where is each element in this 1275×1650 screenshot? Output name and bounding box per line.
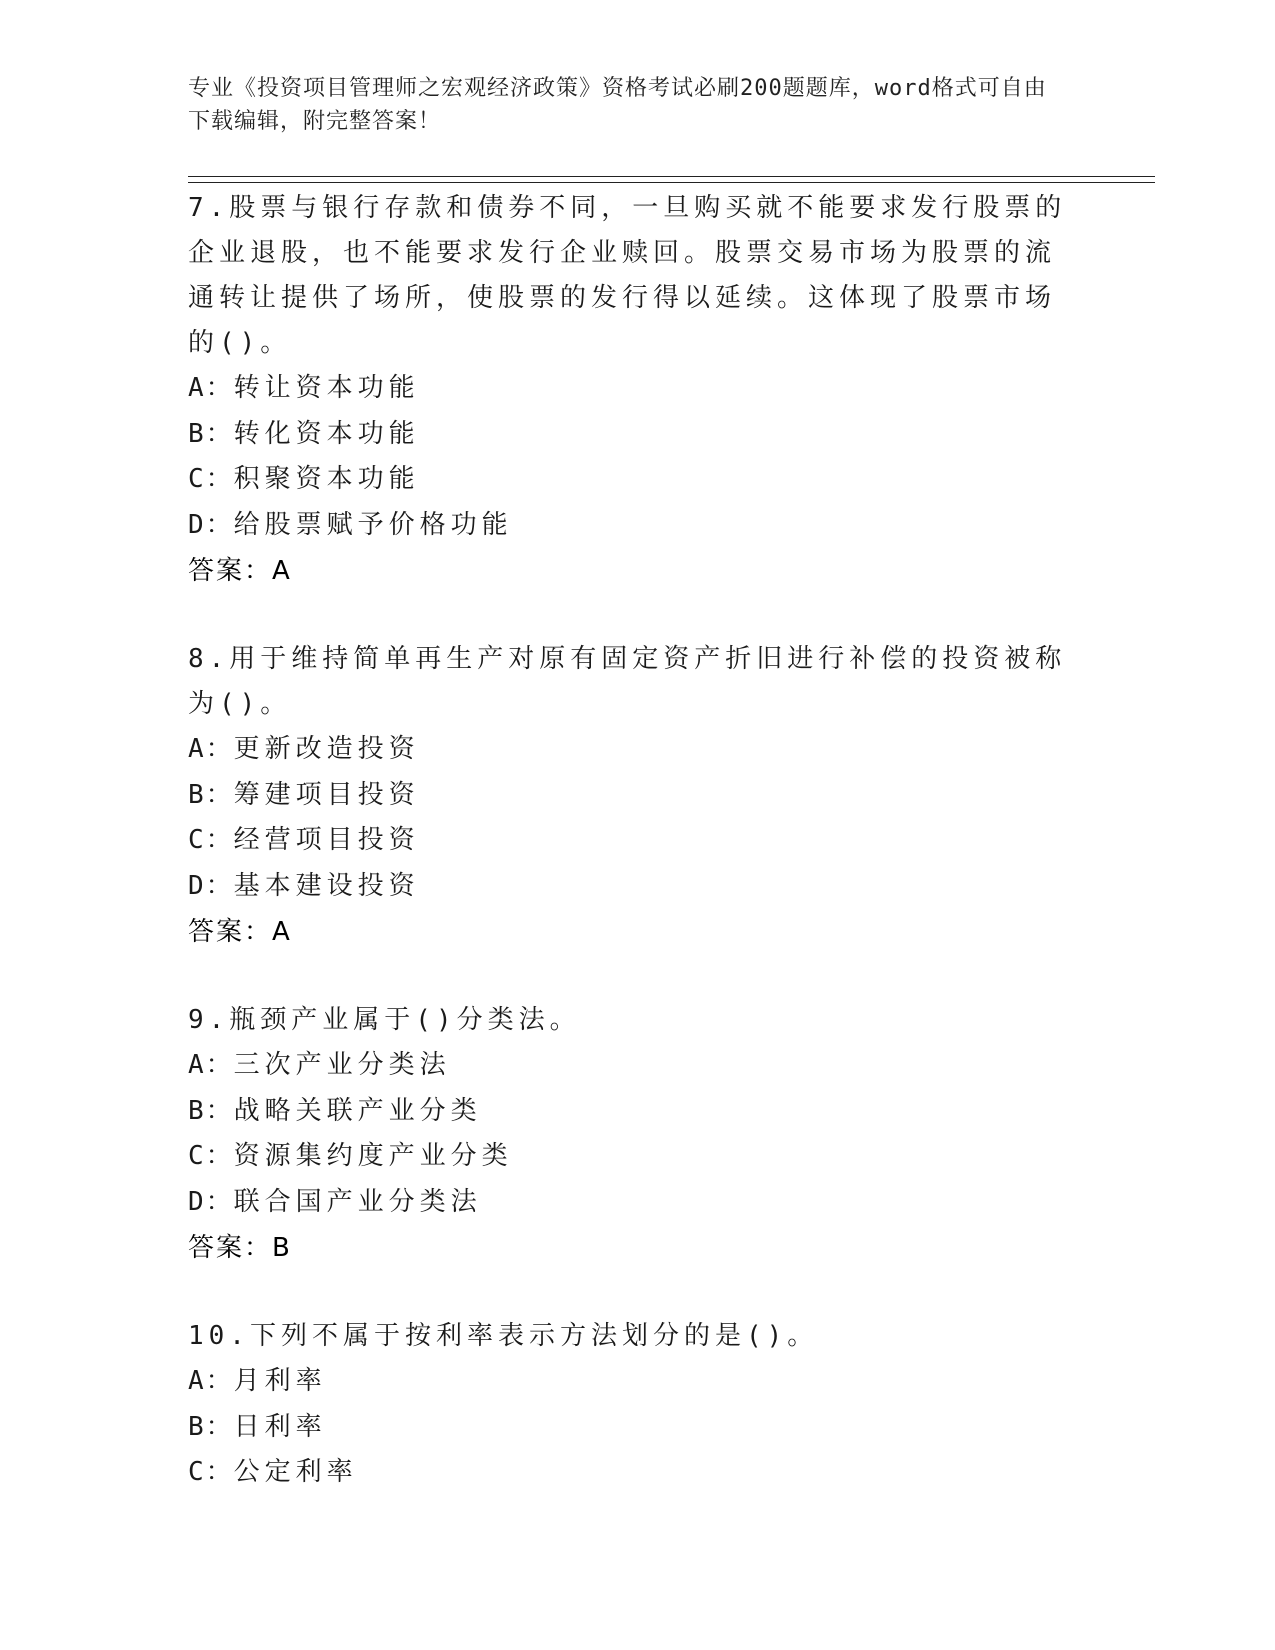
option-letter: D： [188, 1186, 234, 1217]
question-7 [188, 186, 1068, 594]
option-letter: B： [188, 779, 234, 810]
option-letter: B： [188, 1411, 234, 1442]
option-letter: B： [188, 1095, 234, 1126]
question-8 [188, 637, 1068, 955]
option-text: 联合国产业分类法 [233, 1186, 482, 1217]
question-list [188, 186, 1068, 1539]
option-letter: A： [188, 734, 234, 764]
option-letter: C： [188, 825, 234, 855]
option-letter: C： [188, 1457, 234, 1487]
option-text: 三次产业分类法 [233, 1050, 451, 1080]
document-header: 专业《投资项目管理师之宏观经济政策》资格考试必刷200题题库，word格式可自由下载编辑，附完整答案！ [188, 76, 1047, 134]
question-9 [188, 998, 1068, 1271]
option-c [188, 457, 1068, 503]
option-letter: C： [188, 1141, 234, 1171]
option-letter: C： [188, 464, 234, 494]
option-a [188, 366, 1068, 412]
option-letter: A： [188, 373, 234, 403]
question-stem: 8.用于维持简单再生产对原有固定资产折旧进行补偿的投资被称为()。 [188, 644, 1067, 719]
option-letter: B： [188, 418, 234, 449]
option-b [188, 412, 1068, 458]
option-letter: D： [188, 509, 234, 540]
question-stem: 9.瓶颈产业属于()分类法。 [188, 1005, 581, 1035]
option-text: 经营项目投资 [233, 825, 420, 855]
option-text: 资源集约度产业分类 [233, 1141, 513, 1171]
option-c [188, 1450, 1068, 1496]
option-text: 筹建项目投资 [233, 779, 420, 810]
option-d [188, 503, 1068, 549]
question-10 [188, 1314, 1068, 1496]
option-a [188, 1043, 1068, 1089]
option-text: 转化资本功能 [233, 418, 420, 449]
option-b [188, 773, 1068, 819]
option-letter: A： [188, 1050, 234, 1080]
option-a [188, 1359, 1068, 1405]
option-b [188, 1089, 1068, 1135]
option-text: 战略关联产业分类 [233, 1095, 482, 1126]
option-text: 公定利率 [233, 1457, 358, 1487]
header-divider [188, 176, 1155, 183]
option-c [188, 818, 1068, 864]
option-letter: A： [188, 1366, 234, 1396]
option-text: 更新改造投资 [233, 734, 420, 764]
option-text: 月利率 [233, 1366, 327, 1396]
option-text: 基本建设投资 [233, 870, 420, 901]
option-b [188, 1405, 1068, 1451]
answer-line: 答案：A [188, 556, 292, 586]
option-letter: D： [188, 870, 234, 901]
option-text: 给股票赋予价格功能 [233, 509, 513, 540]
answer-line: 答案：B [188, 1233, 292, 1263]
option-text: 转让资本功能 [233, 373, 420, 403]
option-text: 积聚资本功能 [233, 464, 420, 494]
question-stem: 10.下列不属于按利率表示方法划分的是()。 [188, 1321, 819, 1351]
option-c [188, 1134, 1068, 1180]
question-stem: 7.股票与银行存款和债券不同，一旦购买就不能要求发行股票的企业退股，也不能要求发行企业赎回。股票交易市场为股票的流通转让提供了场所，使股票的发行得以延续。这体现了股票市场的()。 [188, 193, 1067, 358]
option-text: 日利率 [233, 1411, 327, 1442]
option-a [188, 727, 1068, 773]
option-d [188, 1180, 1068, 1226]
option-d [188, 864, 1068, 910]
answer-line: 答案：A [188, 917, 292, 947]
